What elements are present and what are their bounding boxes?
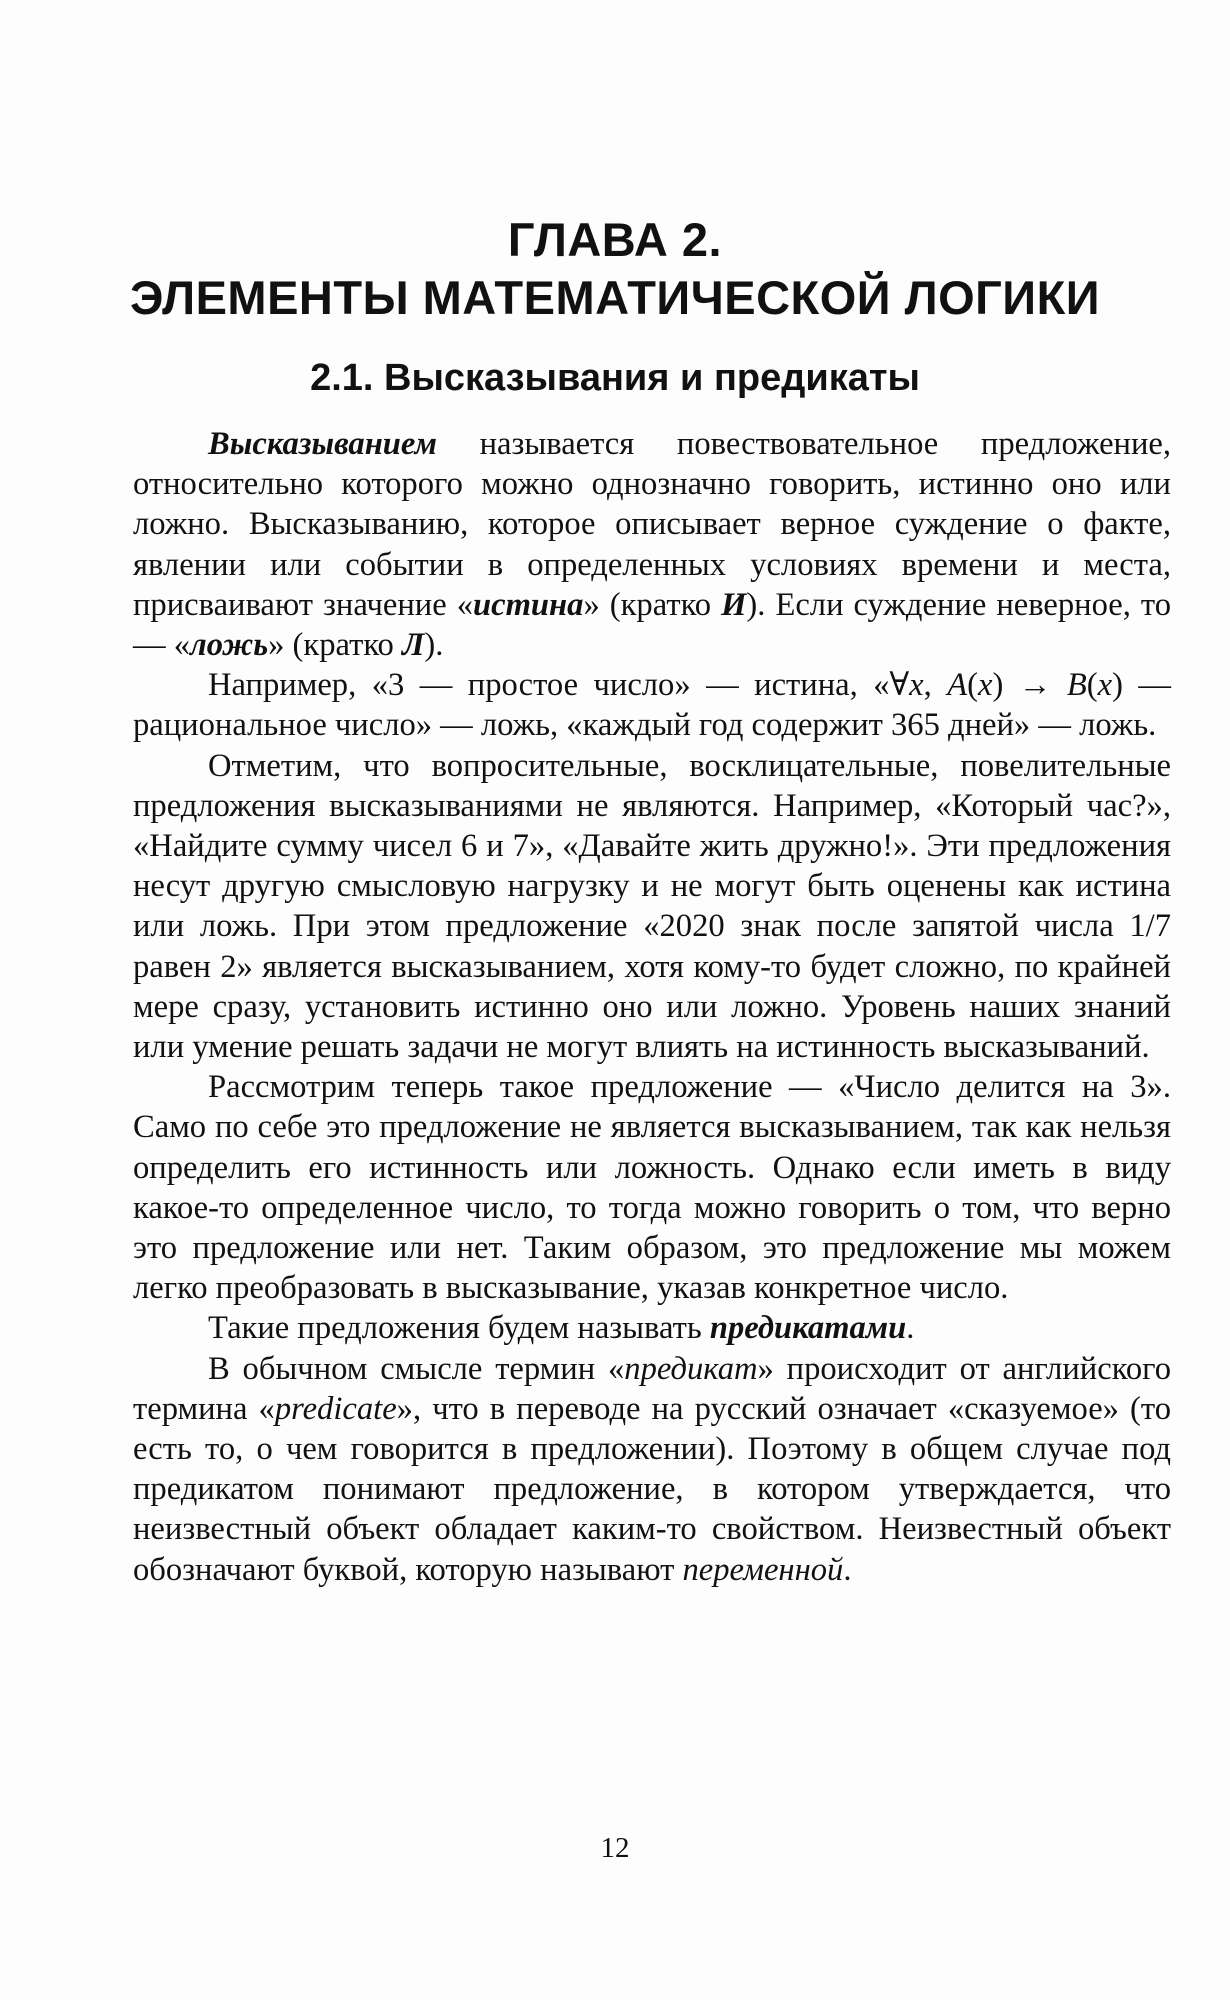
term-true: истина <box>473 586 584 623</box>
text-run: ) — рациональное число» — ложь, «каждый год содержит 365 дней» — ложь. <box>133 667 1171 744</box>
text-run: Такие предложения будем называть <box>208 1310 710 1347</box>
paragraph-predicate-origin <box>133 1349 1171 1590</box>
term-predicates: предикатами <box>709 1310 907 1347</box>
math-variable: x <box>978 667 993 704</box>
math-variable: B <box>1066 667 1087 704</box>
text-run: ) → <box>992 667 1067 704</box>
abbr-false: Л <box>401 627 425 664</box>
term-false: ложь <box>190 627 269 664</box>
math-variable: x <box>909 667 924 704</box>
text-run: , <box>923 667 948 704</box>
text-run: » (кратко <box>268 627 402 664</box>
paragraph-non-statements: Отметим, что вопросительные, восклицательные, повелительные предложения высказываниями не являются. Например, «Который час?», «Найдите сумму чисел 6 и 7», «Давайте жить дружно!». Эти предложения несут другую смысловую нагрузку и не могут быть оценены как истина или ложь. При этом предложение «2020 знак после запятой числа 1/7 равен 2» является высказыванием, хотя кому-то будет сложно, по крайней мере сразу, установить истинно оно или ложно. Уровень наших знаний или умение решать задачи не могут влиять на истинность высказываний. <box>133 747 1171 1066</box>
page-number: 12 <box>600 1832 630 1864</box>
paragraph-examples <box>133 665 1171 745</box>
text-run: В обычном смысле термин « <box>208 1350 625 1387</box>
term-statement: Высказыванием <box>208 426 437 462</box>
chapter-number: ГЛАВА 2. <box>507 213 723 266</box>
math-variable: x <box>1097 667 1113 704</box>
text-run: » происходит от английского термина « <box>133 1350 1171 1427</box>
paragraph-definition-statement <box>133 424 1171 665</box>
term-predicate-en: predicate <box>274 1390 397 1427</box>
paragraph-divisible-example: Рассмотрим теперь такое предложение — «Число делится на 3». Само по себе это предложение не является высказыванием, так как нельзя определить его истинность или ложность. Однако если иметь в виду какое-то определенное число, то тогда можно говорить о том, что верно это предложение или нет. Таким образом, это предложение мы можем легко преобразовать в высказывание, указав конкретное число. <box>133 1069 1171 1307</box>
text-run: . <box>906 1310 915 1347</box>
body-text <box>133 424 1171 1590</box>
paragraph-predicates <box>133 1308 1171 1348</box>
text-run: называется повествовательное предложение, относительно которого можно однозначно говорить, истинно оно или ложно. Высказыванию, которое описывает верное суждение о факте, явлении или событии в определенных условиях времени и места, присваивают значение « <box>133 426 1171 623</box>
text-run: ). <box>424 627 444 664</box>
text-run: », что в переводе на русский означает «сказуемое» (то есть то, о чем говорится в предложении). Поэтому в общем случае под предикатом понимают предложение, в котором утверждается, что неизвестный объект обладает каким-то свойством. Неизвестный объект обозначают буквой, которую называют <box>133 1390 1171 1588</box>
text-run: ( <box>1086 667 1098 704</box>
term-variable: переменной <box>682 1551 844 1588</box>
term-predicate-ru: предикат <box>624 1350 758 1387</box>
text-run: . <box>843 1551 852 1588</box>
abbr-true: И <box>721 586 747 623</box>
math-variable: A <box>947 667 968 704</box>
section-title: 2.1. Высказывания и предикаты <box>310 357 920 399</box>
text-run: ). Если суждение неверное, то — « <box>133 586 1172 664</box>
text-run: ( <box>967 667 979 704</box>
text-run: Например, «3 — простое число» — истина, «∀ <box>208 667 910 704</box>
text-run: » (кратко <box>583 586 722 623</box>
chapter-title: ЭЛЕМЕНТЫ МАТЕМАТИЧЕСКОЙ ЛОГИКИ <box>129 271 1101 324</box>
